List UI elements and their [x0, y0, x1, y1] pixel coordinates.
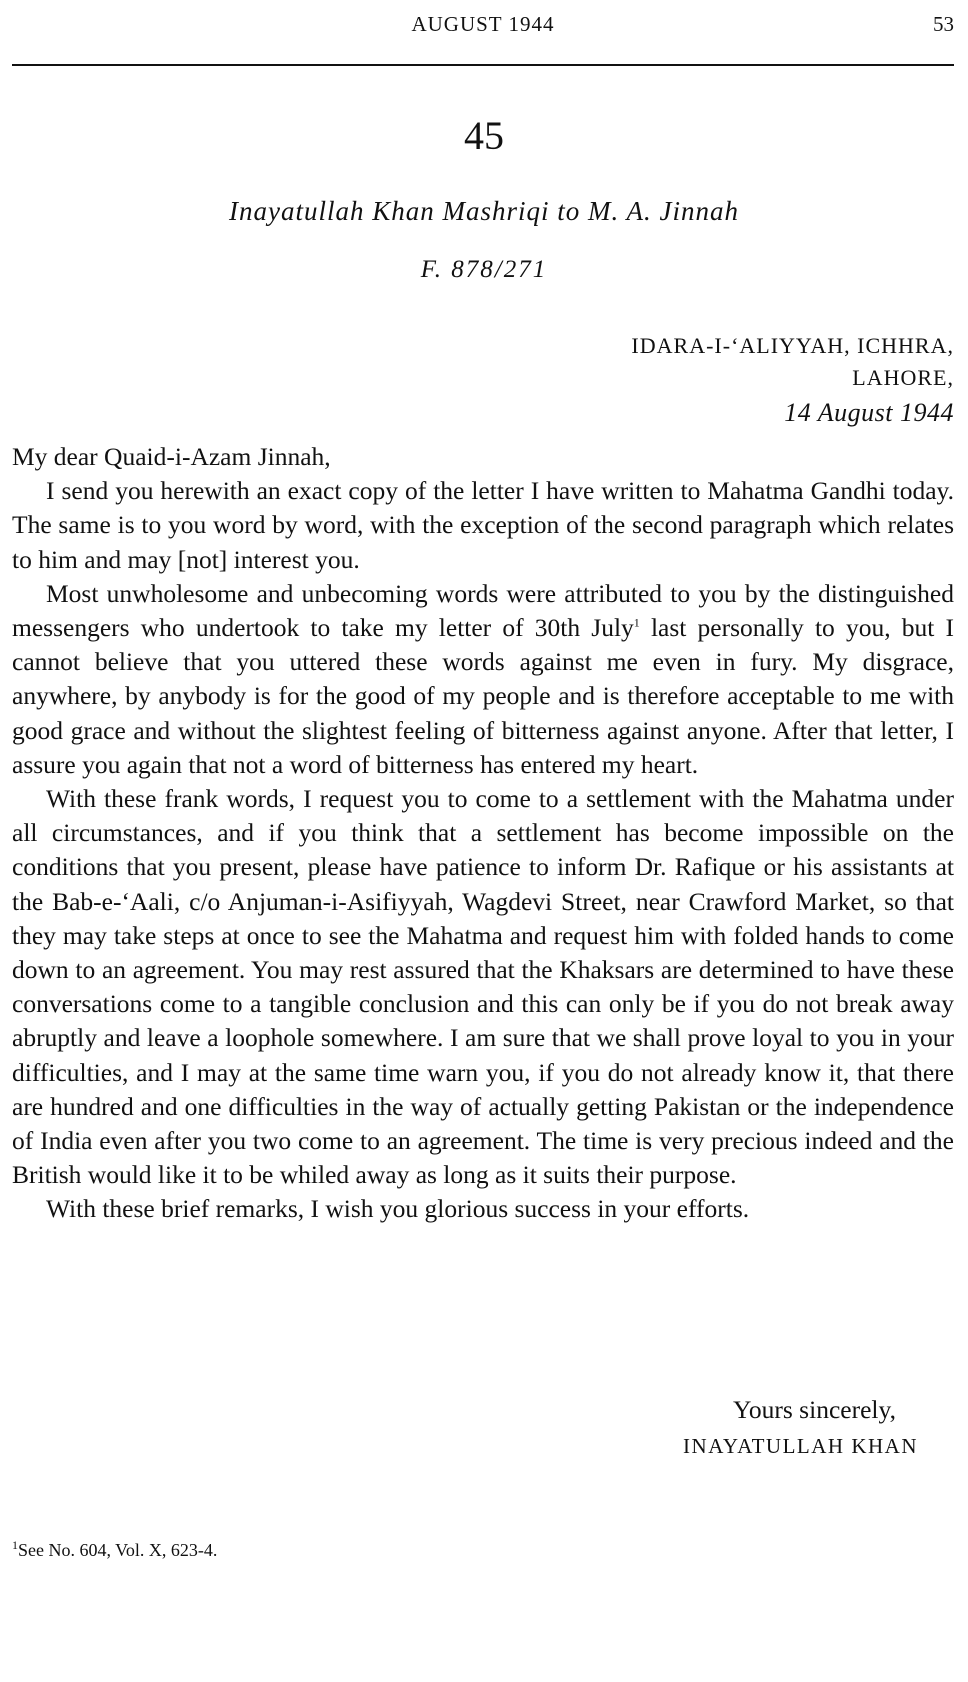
paragraph-2-part-a: Most unwholesome and unbecoming words were attributed to you by the distinguished messengers who undertook to take my letter of 30th July	[12, 578, 954, 643]
file-reference: F. 878/271	[420, 256, 548, 283]
paragraph-2-part-b: last personally to you, but I cannot believe that you uttered these words against me even in fury. My disgrace, anywhere, by anybody is for the good of my people and is therefore acceptable to me with good grace and without the slightest feeling of bitterness against anyone. After that letter, I assure you again that not a word of bitterness has entered my heart.	[12, 613, 955, 779]
document-title: Inayatullah Khan Mashriqi to M. A. Jinnah	[229, 196, 739, 226]
page-header	[12, 8, 954, 48]
salutation: My dear Quaid-i-Azam Jinnah,	[12, 442, 331, 471]
signature: INAYATULLAH KHAN	[683, 1434, 918, 1458]
paragraph-1: I send you herewith an exact copy of the letter I have written to Mahatma Gandhi today. The same is to you word by word, with the exception of the second paragraph which relates to him and may [not] interest you.	[12, 476, 954, 574]
footnote	[12, 1540, 217, 1561]
paragraph-4: With these brief remarks, I wish you glorious success in your efforts.	[46, 1194, 750, 1224]
header-rule	[12, 64, 954, 66]
paragraph-2	[12, 577, 954, 782]
letter-closing	[683, 1392, 918, 1464]
paragraph-3: With these frank words, I request you to come to a settlement with the Mahatma under all circumstances, and if you think that a settlement has become impossible on the conditions that you present, please have patience to inform Dr. Rafique or his assistants at the Bab-e-‘Aali, c/o Anjuman-i-Asifiyyah, Wagdevi Street, near Crawford Market, so that they may take steps at once to see the Mahatma and request him with folded hands to come down to an agreement. You may rest assured that the Khaksars are determined to have these conversations come to a tangible conclusion and this can only be if you do not break away abruptly and leave a loophole somewhere. I am sure that we shall prove loyal to you in your difficulties, and I may at the same time warn you, if you do not already know it, that there are hundred and one difficulties in the way of actually getting Pakistan or the independence of India even after you two come to an agreement. The time is very precious indeed and the British would like it to be whiled away as long as it suits their purpose.	[12, 784, 954, 1190]
footnote-text: See No. 604, Vol. X, 623-4.	[18, 1540, 218, 1560]
sender-address	[631, 330, 954, 432]
footnote-reference: 1	[633, 615, 640, 630]
document-number: 45	[464, 113, 504, 158]
letter-body	[12, 440, 954, 1227]
valediction: Yours sincerely,	[733, 1395, 896, 1424]
letter-date: 14 August 1944	[784, 398, 954, 427]
running-head: AUGUST 1944	[411, 12, 555, 36]
address-line-1: IDARA-I-‘ALIYYAH, ICHHRA,	[631, 333, 954, 358]
page-number: 53	[933, 12, 954, 36]
footnote-mark: 1	[12, 1538, 18, 1552]
address-line-2: LAHORE,	[852, 365, 954, 390]
